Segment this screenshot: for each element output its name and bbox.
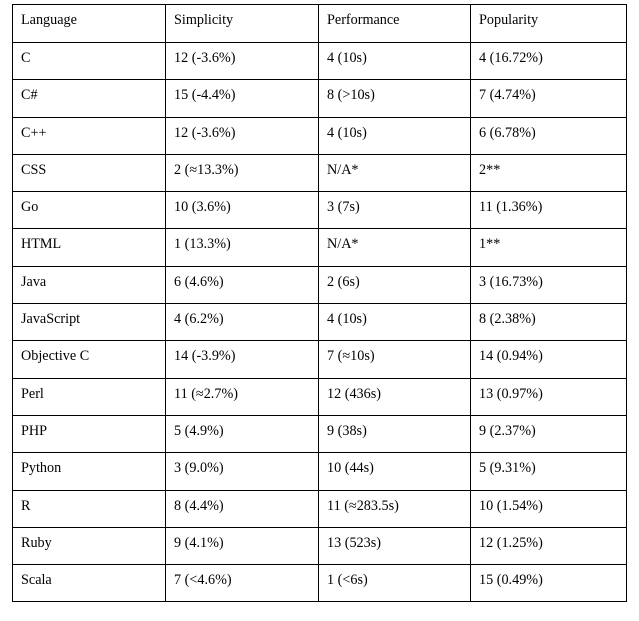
cell-text: N/A* [327,161,359,178]
header-label: Performance [327,12,400,28]
performance-cell [319,266,471,303]
cell-text: Go [21,199,39,216]
popularity-cell [471,565,627,602]
simplicity-cell [166,415,319,452]
table-row [13,527,627,564]
cell-text: 14 (0.94%) [479,348,543,365]
cell-text: 15 (-4.4%) [174,87,236,104]
cell-text: 6 (6.78%) [479,124,536,141]
language-cell [13,453,166,490]
cell-text: 1 (13.3%) [174,236,231,253]
performance-cell [319,341,471,378]
performance-cell [319,117,471,154]
simplicity-cell [166,117,319,154]
cell-text: 2 (6s) [327,273,360,290]
cell-text: 4 (16.72%) [479,50,543,66]
table-row [13,341,627,378]
simplicity-cell [166,304,319,341]
popularity-cell [471,304,627,341]
table-row [13,154,627,191]
table-row [13,378,627,415]
simplicity-cell [166,565,319,602]
table-row [13,304,627,341]
table-header-row [13,5,627,43]
table-row [13,415,627,452]
popularity-cell [471,415,627,452]
cell-text: 4 (10s) [327,311,367,328]
language-comparison-table [12,4,627,602]
cell-text: C# [21,87,38,104]
cell-text: 9 (2.37%) [479,422,536,439]
language-cell [13,527,166,564]
simplicity-cell [166,154,319,191]
language-cell [13,341,166,378]
cell-text: 13 (523s) [327,534,381,551]
table-row [13,43,627,80]
cell-text: 5 (9.31%) [479,460,536,477]
header-label: Simplicity [174,12,234,28]
language-cell [13,304,166,341]
cell-text: 8 (4.4%) [174,497,224,514]
simplicity-cell [166,490,319,527]
table-row [13,565,627,602]
language-cell [13,192,166,229]
cell-text: 2 (≈13.3%) [174,161,239,178]
cell-text: 10 (44s) [327,460,374,477]
cell-text: HTML [21,236,62,253]
table-row [13,117,627,154]
cell-text: 7 (<4.6%) [174,572,232,589]
cell-text: CSS [21,161,47,178]
cell-text: 3 (7s) [327,199,360,216]
language-cell [13,266,166,303]
header-label: Popularity [479,12,539,28]
cell-text: Ruby [21,534,52,551]
popularity-cell [471,154,627,191]
popularity-cell [471,527,627,564]
cell-text: Python [21,460,62,477]
performance-cell [319,378,471,415]
cell-text: R [21,497,31,514]
cell-text: 11 (≈283.5s) [327,497,399,514]
performance-cell [319,527,471,564]
cell-text: Perl [21,385,44,402]
cell-text: 7 (≈10s) [327,348,375,365]
cell-text: 12 (1.25%) [479,534,543,551]
performance-cell [319,415,471,452]
simplicity-cell [166,341,319,378]
cell-text: 3 (9.0%) [174,460,224,477]
cell-text: PHP [21,422,48,439]
table-row [13,266,627,303]
cell-text: 1 (<6s) [327,572,368,589]
language-cell [13,154,166,191]
popularity-cell [471,80,627,117]
cell-text: Scala [21,572,52,589]
cell-text: 9 (4.1%) [174,534,224,551]
cell-text: 7 (4.74%) [479,87,536,104]
table-row [13,229,627,266]
performance-cell [319,154,471,191]
cell-text: 2** [479,161,501,178]
simplicity-cell [166,266,319,303]
cell-text: 3 (16.73%) [479,273,543,290]
cell-text: 5 (4.9%) [174,422,224,439]
cell-text: 12 (436s) [327,385,381,402]
language-cell [13,415,166,452]
language-cell [13,378,166,415]
popularity-cell [471,378,627,415]
cell-text: 6 (4.6%) [174,273,224,290]
popularity-cell [471,341,627,378]
performance-cell [319,304,471,341]
simplicity-cell [166,192,319,229]
language-cell [13,565,166,602]
cell-text: 4 (6.2%) [174,311,224,328]
cell-text: 8 (2.38%) [479,311,536,328]
popularity-cell [471,43,627,80]
header-language [13,5,166,43]
performance-cell [319,43,471,80]
header-simplicity [166,5,319,43]
cell-text: 10 (3.6%) [174,199,231,216]
language-cell [13,490,166,527]
cell-text: 15 (0.49%) [479,572,543,589]
simplicity-cell [166,453,319,490]
table-row [13,453,627,490]
table-row [13,490,627,527]
cell-text: 12 (-3.6%) [174,50,236,66]
simplicity-cell [166,229,319,266]
language-cell [13,117,166,154]
simplicity-cell [166,43,319,80]
header-label: Language [21,12,77,28]
language-cell [13,43,166,80]
performance-cell [319,565,471,602]
popularity-cell [471,490,627,527]
simplicity-cell [166,527,319,564]
simplicity-cell [166,378,319,415]
language-cell [13,80,166,117]
cell-text: Java [21,273,47,290]
cell-text: 8 (>10s) [327,87,375,104]
popularity-cell [471,192,627,229]
performance-cell [319,80,471,117]
language-cell [13,229,166,266]
cell-text: 12 (-3.6%) [174,124,236,141]
cell-text: 13 (0.97%) [479,385,543,402]
cell-text: C++ [21,124,47,141]
cell-text: 14 (-3.9%) [174,348,236,365]
table-row [13,192,627,229]
header-performance [319,5,471,43]
performance-cell [319,192,471,229]
cell-text: Objective C [21,348,90,365]
popularity-cell [471,266,627,303]
cell-text: 4 (10s) [327,50,367,66]
cell-text: 11 (≈2.7%) [174,385,238,402]
cell-text: 9 (38s) [327,422,367,439]
cell-text: 1** [479,236,501,253]
popularity-cell [471,117,627,154]
simplicity-cell [166,80,319,117]
popularity-cell [471,229,627,266]
table-body [13,43,627,602]
cell-text: N/A* [327,236,359,253]
cell-text: 11 (1.36%) [479,199,543,216]
popularity-cell [471,453,627,490]
cell-text: 10 (1.54%) [479,497,543,514]
performance-cell [319,490,471,527]
performance-cell [319,453,471,490]
table-row [13,80,627,117]
cell-text: C [21,50,31,66]
performance-cell [319,229,471,266]
header-popularity [471,5,627,43]
cell-text: JavaScript [21,311,81,328]
cell-text: 4 (10s) [327,124,367,141]
